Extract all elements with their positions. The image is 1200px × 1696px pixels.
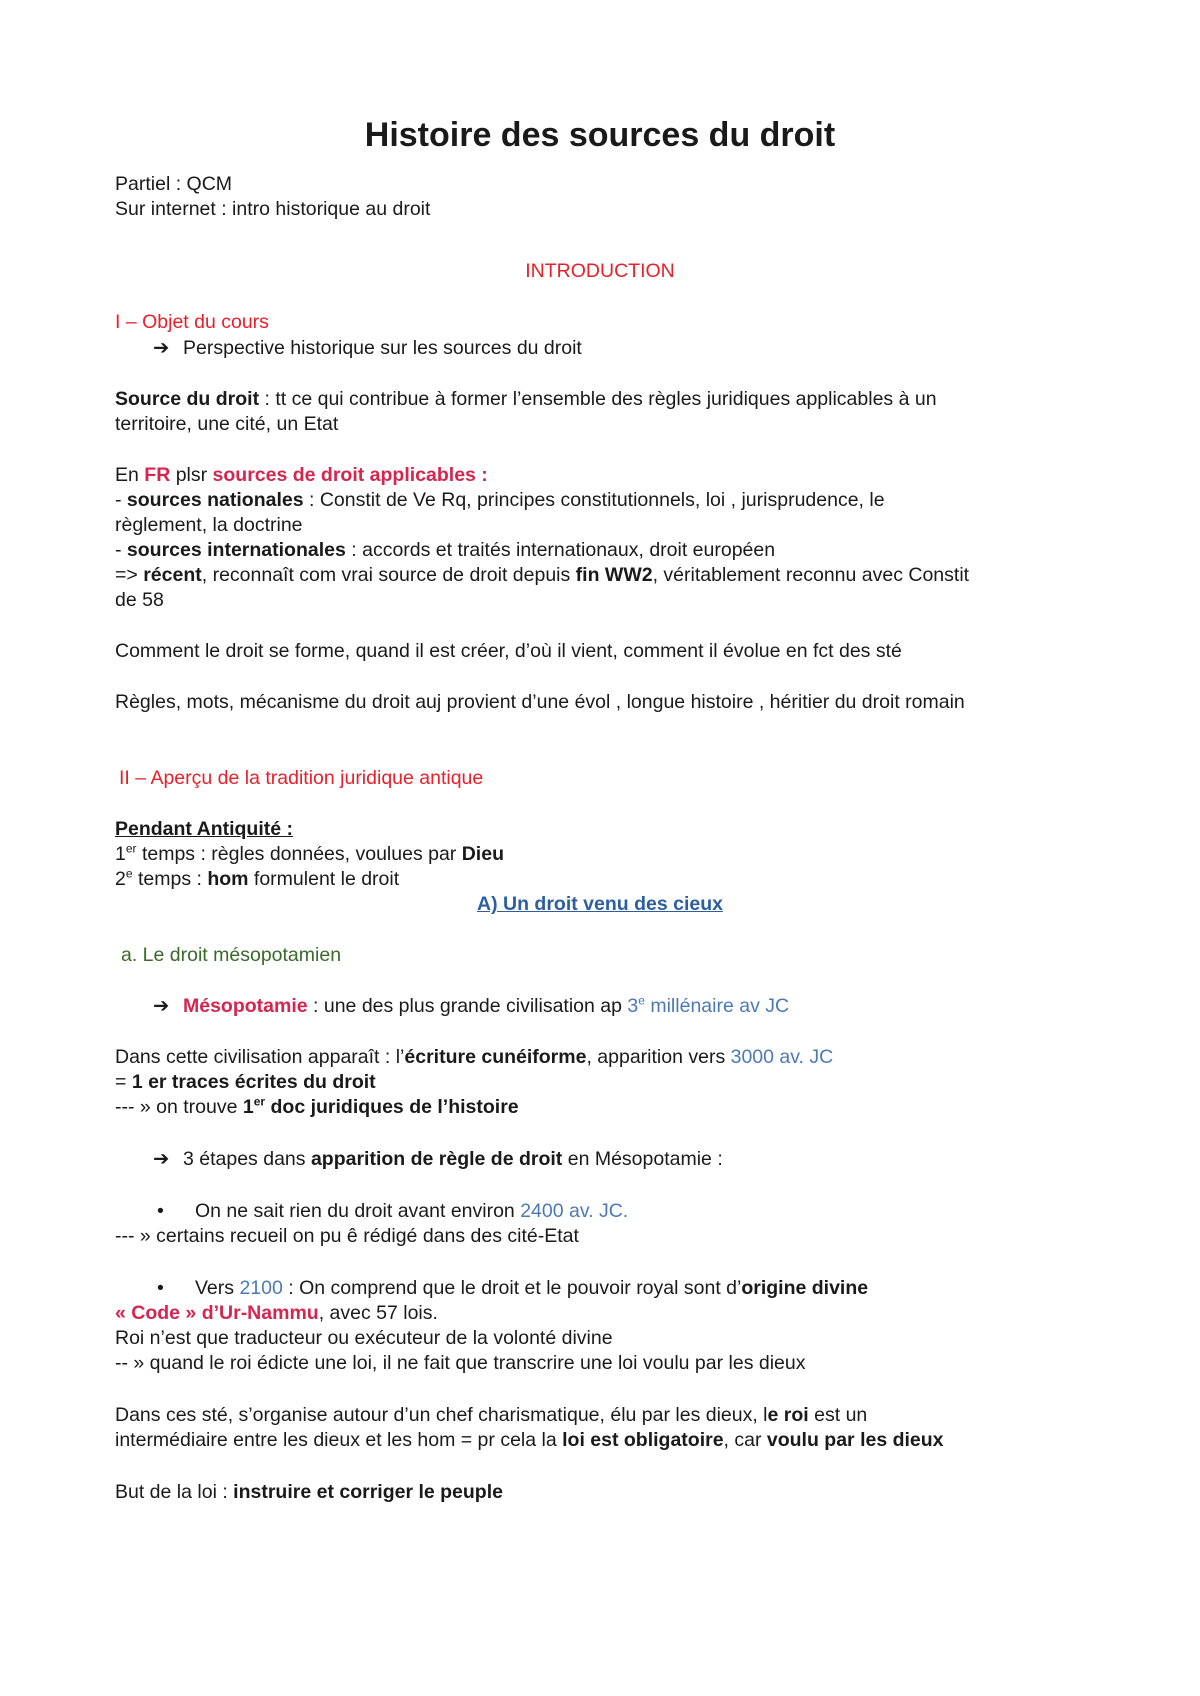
roi-line: Roi n’est que traducteur ou exécuteur de la volonté divine	[115, 1327, 613, 1349]
introduction-heading: INTRODUCTION	[525, 260, 675, 282]
doc-term	[243, 1096, 519, 1118]
date-2100: 2100	[239, 1277, 283, 1299]
recent-text: , reconnaît com vrai source de droit depuis	[201, 564, 576, 586]
international-term: sources internationales	[126, 539, 346, 561]
origine-divine-term: origine divine	[741, 1277, 869, 1299]
recent-text2: , véritablement reconnu avec Constit	[652, 564, 970, 586]
doc-pre: --- » on trouve	[115, 1096, 243, 1118]
date-3000: 3000 av. JC	[730, 1046, 834, 1068]
t2-text2: formulent le droit	[248, 868, 400, 890]
t2-num: 2	[115, 868, 126, 890]
doc-text: doc juridiques de l’histoire	[265, 1096, 519, 1118]
mil-num: 3	[627, 995, 639, 1017]
national-sources-cont: règlement, la doctrine	[115, 514, 303, 536]
but-term: instruire et corriger le peuple	[233, 1481, 503, 1503]
roi-sub-line: -- » quand le roi édicte une loi, il ne fait que transcrire une loi voulu par les dieux	[115, 1352, 806, 1374]
roi-term: e roi	[767, 1404, 809, 1426]
section1-heading: I – Objet du cours	[115, 311, 269, 333]
code-text: , avec 57 lois.	[318, 1302, 438, 1324]
bullet-item-1	[157, 1199, 1147, 1224]
national-text: : Constit de Ve Rq, principes constitutionnels, loi , jurisprudence, le	[303, 489, 885, 511]
bullet-icon: •	[157, 1200, 164, 1222]
subsection-a-heading: A) Un droit venu des cieux	[477, 893, 723, 915]
dash: -	[115, 489, 127, 511]
ww2-term: fin WW2	[575, 564, 653, 586]
cuneiforme-term: écriture cunéiforme	[404, 1046, 587, 1068]
mil-sup: e	[638, 993, 645, 1008]
dieu-term: Dieu	[461, 843, 504, 865]
national-term: sources nationales	[126, 489, 304, 511]
mesopotamie-term: Mésopotamie	[183, 995, 308, 1017]
doc-num: 1	[242, 1096, 254, 1118]
b2-text: : On comprend que le droit et le pouvoir royal sont d’	[282, 1277, 742, 1299]
pendant-antiquite-heading: Pendant Antiquité :	[115, 818, 294, 840]
civ-pre: Dans cette civilisation apparaît : l’	[115, 1046, 405, 1068]
recent-line-cont: de 58	[115, 589, 164, 611]
document-title: Histoire des sources du droit	[364, 116, 836, 154]
t2-sup: e	[125, 866, 133, 881]
fr-pre: En	[115, 464, 145, 486]
source-term: Source du droit	[115, 388, 260, 410]
meso-text: : une des plus grande civilisation ap	[307, 995, 628, 1017]
source-definition	[115, 387, 1105, 412]
mil-text: millénaire av JC	[644, 995, 790, 1017]
etapes-term: apparition de règle de droit	[310, 1148, 563, 1170]
docs-line	[115, 1095, 1105, 1120]
doc-sup: er	[253, 1094, 266, 1109]
code-ur-nammu-term: « Code » d’Ur-Nammu	[115, 1302, 319, 1324]
ste2-pre: intermédiaire entre les dieux et les hom = pr cela la	[115, 1429, 563, 1451]
ste2-mid: , car	[723, 1429, 767, 1451]
etapes-pre: 3 étapes dans	[183, 1148, 311, 1170]
dash: -	[115, 539, 127, 561]
millenaire-date	[627, 995, 789, 1017]
t1-num: 1	[115, 843, 126, 865]
fr-sources-line	[115, 463, 1105, 488]
subsection-a-a-heading: a. Le droit mésopotamien	[121, 944, 342, 966]
traces-line	[115, 1070, 1105, 1095]
t1-sup: er	[125, 841, 137, 856]
fr-mid: plsr	[170, 464, 213, 486]
ste-text: est un	[808, 1404, 868, 1426]
section2-heading: II – Aperçu de la tradition juridique antique	[119, 767, 484, 789]
b2-pre: Vers	[195, 1277, 240, 1299]
comment-line: Comment le droit se forme, quand il est créer, d’où il vient, comment il évolue en fct des sté	[115, 640, 902, 662]
first-time-line	[115, 842, 1105, 867]
bullet-item-2	[157, 1276, 1147, 1301]
t1-text: temps : règles données, voulues par	[136, 843, 462, 865]
section1-arrow-line	[153, 336, 1143, 361]
partiel-line: Partiel : QCM	[115, 173, 233, 195]
internet-line: Sur internet : intro historique au droit	[115, 198, 431, 220]
civilisation-line	[115, 1045, 1105, 1070]
arrow-right-icon: ➔	[153, 1148, 170, 1170]
national-sources-line	[115, 488, 1105, 513]
traces-term: 1 er traces écrites du droit	[131, 1071, 376, 1093]
bullet-icon: •	[157, 1277, 164, 1299]
date-2400: 2400 av. JC.	[520, 1200, 629, 1222]
recent-pre: =>	[115, 564, 144, 586]
fr-term: FR	[144, 464, 171, 486]
recent-term: récent	[143, 564, 202, 586]
regles-line: Règles, mots, mécanisme du droit auj provient d’une évol , longue histoire , héritier du droit romain	[115, 691, 965, 713]
mesopotamie-line	[153, 994, 1143, 1019]
international-text: : accords et traités internationaux, droit européen	[345, 539, 776, 561]
source-def-text: : tt ce qui contribue à former l’ensemble des règles juridiques applicables à un	[259, 388, 937, 410]
but-loi-line	[115, 1480, 1105, 1505]
etapes-text: en Mésopotamie :	[562, 1148, 723, 1170]
arrow-right-icon: ➔	[153, 337, 170, 359]
arrow-right-icon: ➔	[153, 995, 170, 1017]
civ-text: , apparition vers	[586, 1046, 731, 1068]
hom-term: hom	[207, 868, 249, 890]
recent-line	[115, 563, 1105, 588]
etapes-line	[153, 1147, 1143, 1172]
societe-line-2	[115, 1428, 1105, 1453]
but-pre: But de la loi :	[115, 1481, 234, 1503]
international-sources-line	[115, 538, 1105, 563]
societe-line	[115, 1403, 1105, 1428]
b1-text: On ne sait rien du droit avant environ	[195, 1200, 521, 1222]
second-time-line	[115, 867, 1105, 892]
fr-sources-term: sources de droit applicables :	[212, 464, 488, 486]
source-definition-cont: territoire, une cité, un Etat	[115, 413, 339, 435]
arrow-line-text: Perspective historique sur les sources du droit	[183, 337, 582, 359]
bullet-1-sub: --- » certains recueil on pu ê rédigé dans des cité-Etat	[115, 1225, 579, 1247]
loi-obligatoire-term: loi est obligatoire	[562, 1429, 724, 1451]
voulu-par-dieux-term: voulu par les dieux	[766, 1429, 944, 1451]
traces-pre: =	[115, 1071, 132, 1093]
code-ur-nammu-line	[115, 1301, 1105, 1326]
t2-text: temps :	[132, 868, 208, 890]
ste-pre: Dans ces sté, s’organise autour d’un chef charismatique, élu par les dieux, l	[115, 1404, 768, 1426]
